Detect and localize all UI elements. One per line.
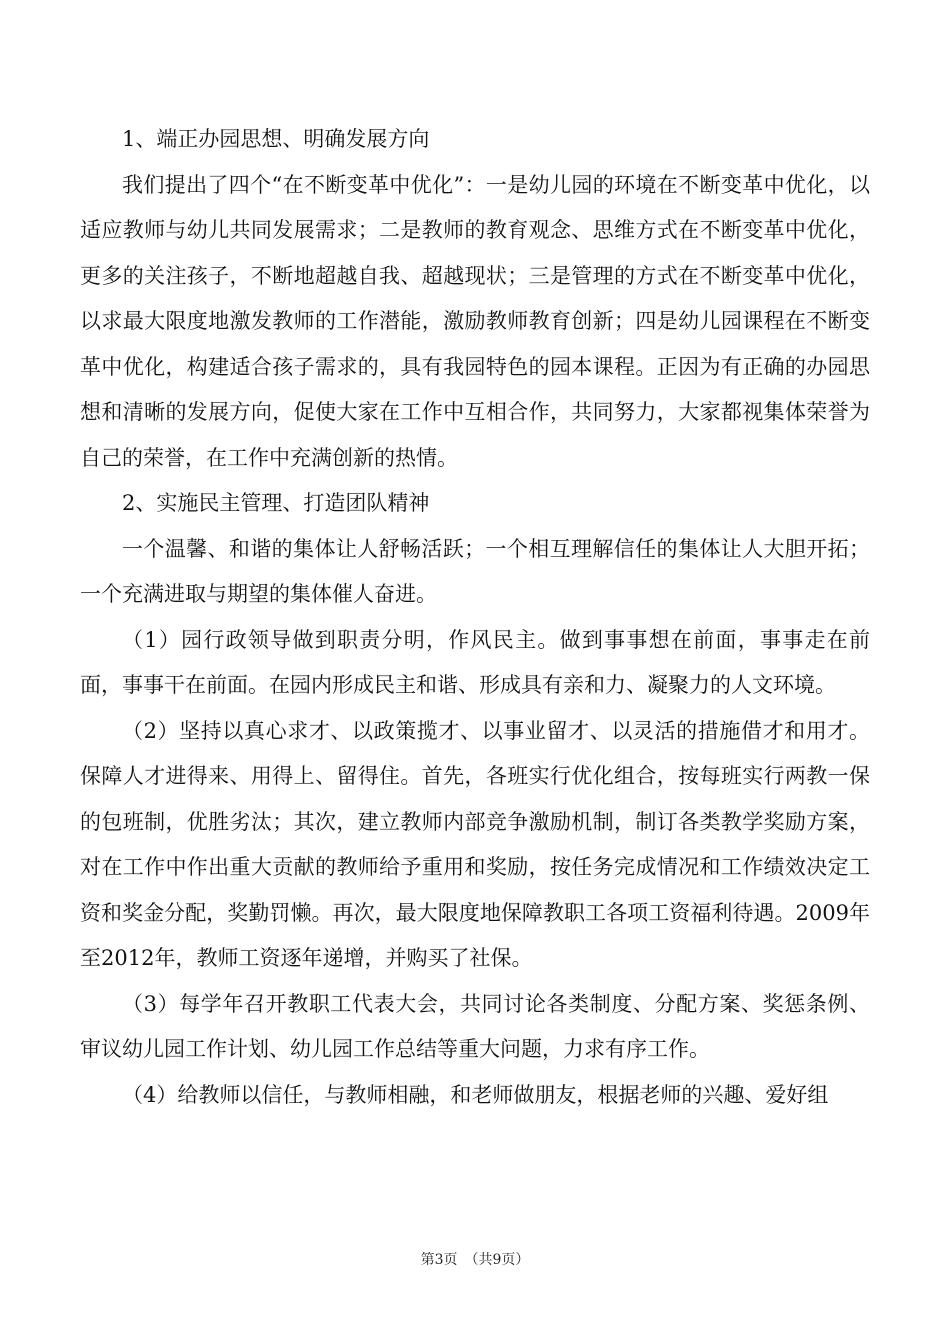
- list-item-2: （2）坚持以真心求才、以政策揽才、以事业留才、以灵活的措施借才和用才。保障人才进得来、用得上、留得住。首先，各班实行优化组合，按每班实行两教一保的包班制，优胜劣汰；其次，建立教师内部竞争激励机制，制订各类教学奖励方案，对在工作中作出重大贡献的教师给予重用和奖励，按任务完成情况和工作绩效决定工资和奖金分配，奖勤罚懒。再次，最大限度地保障教职工各项工资福利待遇。2009年至2012年，教师工资逐年递增，并购买了社保。: [80, 718, 870, 970]
- list-item-1: （1）园行政领导做到职责分明，作风民主。做到事事想在前面，事事走在前面，事事干在前面。在园内形成民主和谐、形成具有亲和力、凝聚力的人文环境。: [80, 627, 870, 697]
- list-item-3: （3）每学年召开教职工代表大会，共同讨论各类制度、分配方案、奖惩条例、审议幼儿园工作计划、幼儿园工作总结等重大问题，力求有序工作。: [80, 991, 870, 1061]
- list-item-4: （4）给教师以信任，与教师相融，和老师做朋友，根据老师的兴趣、爱好组: [122, 1082, 829, 1107]
- paragraph-team-spirit: 一个温馨、和谐的集体让人舒畅活跃；一个相互理解信任的集体让人大胆开拓；一个充满进取与期望的集体催人奋进。: [80, 536, 870, 606]
- page-footer: 第3页 （共9页）: [420, 1252, 530, 1268]
- paragraph-optimization: 我们提出了四个“在不断变革中优化”：一是幼儿园的环境在不断变革中优化，以适应教师与幼儿共同发展需求；二是教师的教育观念、思维方式在不断变革中优化，更多的关注孩子，不断地超越自我、超越现状；三是管理的方式在不断变革中优化，以求最大限度地激发教师的工作潜能，激励教师教育创新；四是幼儿园课程在不断变革中优化，构建适合孩子需求的，具有我园特色的园本课程。正因为有正确的办园思想和清晰的发展方向，促使大家在工作中互相合作，共同努力，大家都视集体荣誉为自己的荣誉，在工作中充满创新的热情。: [80, 172, 870, 470]
- document-body: [80, 117, 870, 1118]
- section-heading-1: 1、端正办园思想、明确发展方向: [122, 127, 430, 151]
- section-heading-2: 2、实施民主管理、打造团队精神: [122, 491, 430, 515]
